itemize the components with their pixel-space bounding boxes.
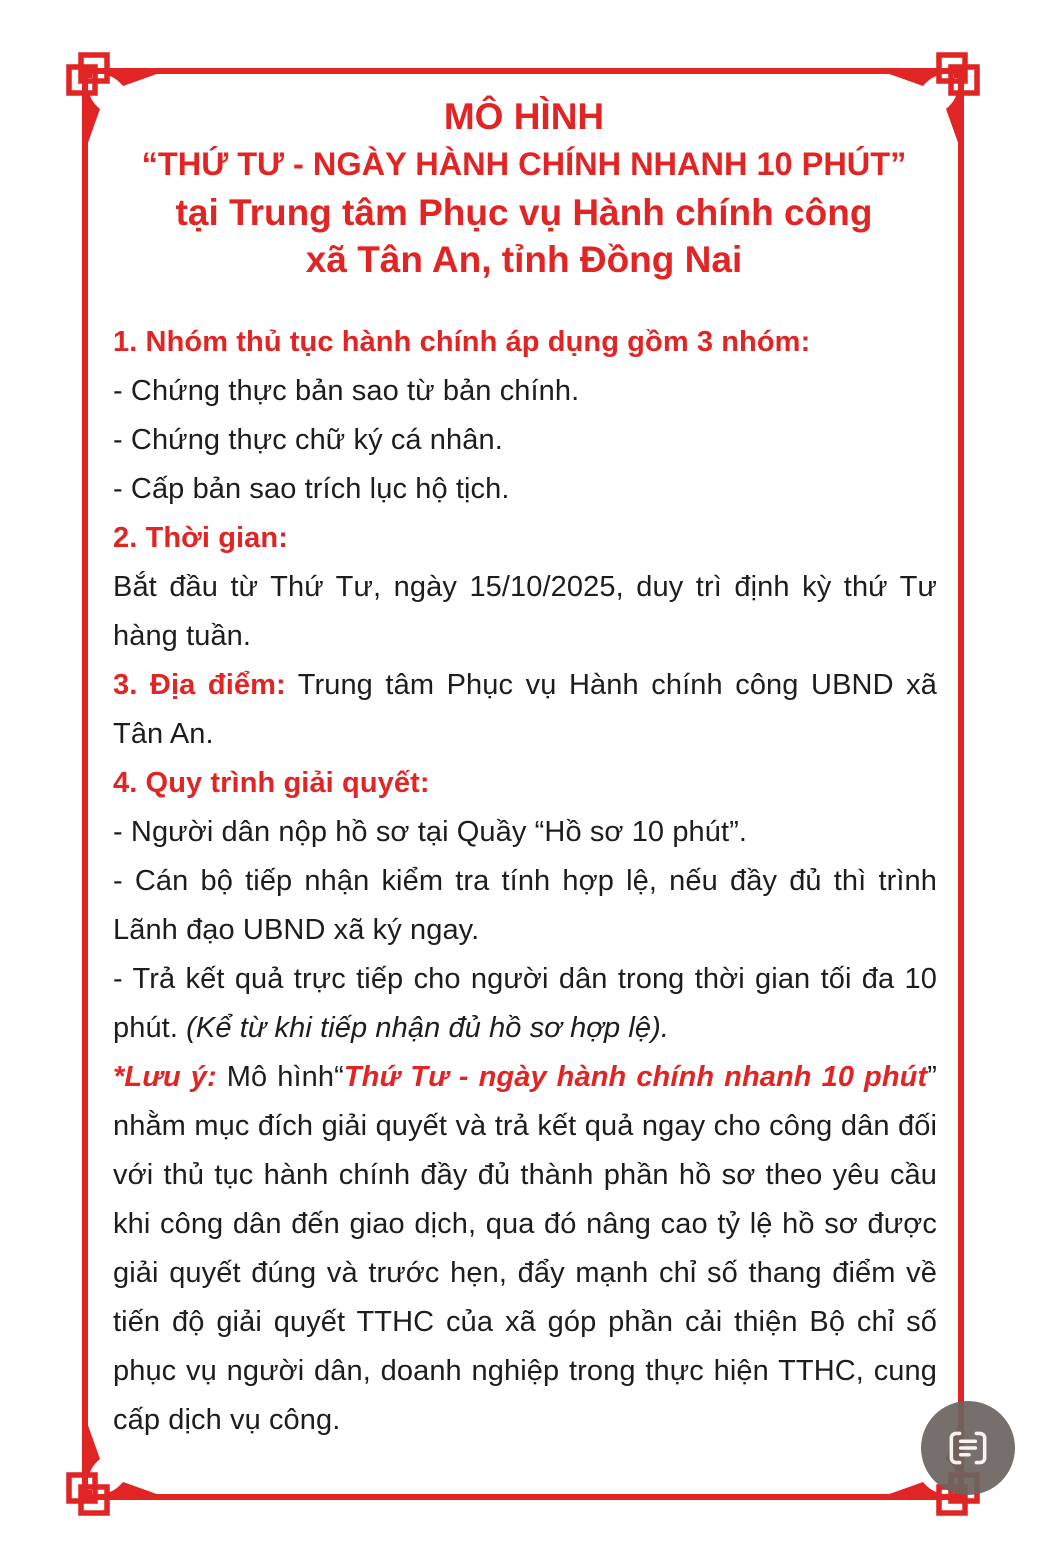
border-top-line xyxy=(85,68,961,74)
scan-text-icon xyxy=(943,1423,993,1473)
section-4-item-3-note: (Kể từ khi tiếp nhận đủ hồ sơ hợp lệ). xyxy=(186,1012,670,1044)
section-3-heading: 3. Địa điểm: xyxy=(113,669,286,701)
note-lead: Mô hình“ xyxy=(216,1061,344,1093)
section-2-heading: 2. Thời gian: xyxy=(113,522,288,554)
section-4-item: - Người dân nộp hồ sơ tại Quầy “Hồ sơ 10 phút”. xyxy=(113,816,748,848)
section-3-paragraph xyxy=(113,661,937,759)
title-line-4: xã Tân An, tỉnh Đồng Nai xyxy=(305,239,743,280)
section-4-item xyxy=(113,955,937,1053)
section-2-body: Bắt đầu từ Thứ Tư, ngày 15/10/2025, duy trì định kỳ thứ Tư hàng tuần. xyxy=(113,571,937,652)
note-paragraph xyxy=(113,1053,937,1445)
scan-text-button[interactable] xyxy=(921,1401,1015,1495)
note-highlight: Thứ Tư - ngày hành chính nhanh 10 phút xyxy=(343,1061,928,1093)
section-1-item: - Chứng thực bản sao từ bản chính. xyxy=(113,375,580,407)
section-4-item-3-text: - Trả kết quả trực tiếp cho người dân trong thời gian tối đa 10 phút. xyxy=(113,963,937,1044)
section-4-item: - Cán bộ tiếp nhận kiểm tra tính hợp lệ, nếu đầy đủ thì trình Lãnh đạo UBND xã ký ngay. xyxy=(113,865,937,946)
title-line-2: “THỨ TƯ - NGÀY HÀNH CHÍNH NHANH 10 PHÚT” xyxy=(141,146,907,182)
section-1-heading: 1. Nhóm thủ tục hành chính áp dụng gồm 3 nhóm: xyxy=(113,326,811,358)
border-bottom-line xyxy=(85,1494,961,1500)
title-line-3: tại Trung tâm Phục vụ Hành chính công xyxy=(175,192,873,233)
document-title xyxy=(0,94,1048,283)
document-body xyxy=(113,318,937,1445)
note-label: *Lưu ý: xyxy=(113,1061,217,1093)
note-rest: ” nhằm mục đích giải quyết và trả kết quả ngay cho công dân đối với thủ tục hành chính đầy đủ thành phần hồ sơ theo yêu cầu khi công dân đến giao dịch, qua đó nâng cao tỷ lệ hồ sơ được giải quyết đúng và trước hẹn, đẩy mạnh chỉ số thang điểm về tiến độ giải quyết TTHC của xã góp phần cải thiện Bộ chỉ số phục vụ người dân, doanh nghiệp trong thực hiện TTHC, cung cấp dịch vụ công. xyxy=(113,1061,938,1436)
section-3-body: Trung tâm Phục vụ Hành chính công UBND xã Tân An. xyxy=(113,669,937,750)
section-1-item: - Chứng thực chữ ký cá nhân. xyxy=(113,424,503,456)
title-line-1: MÔ HÌNH xyxy=(443,96,605,137)
section-4-heading: 4. Quy trình giải quyết: xyxy=(113,767,430,799)
section-1-item: - Cấp bản sao trích lục hộ tịch. xyxy=(113,473,510,505)
